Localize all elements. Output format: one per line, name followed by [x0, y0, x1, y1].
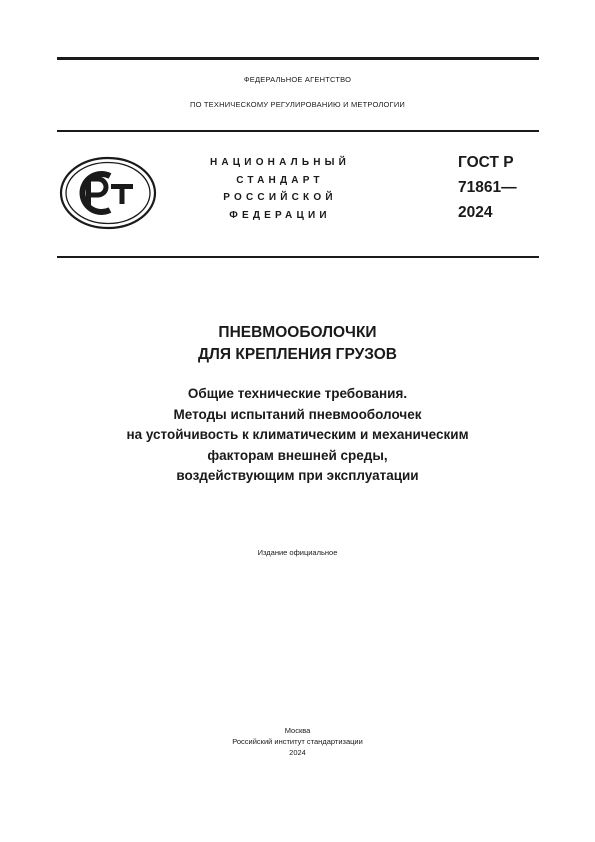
title-line2: ДЛЯ КРЕПЛЕНИЯ ГРУЗОВ [198, 346, 397, 363]
subtitle-line5: воздействующим при эксплуатации [176, 468, 419, 483]
designation-line2: 71861— [458, 179, 517, 196]
subtitle-line3: на устойчивость к климатическим и механическим [126, 427, 469, 442]
agency-name-line1: ФЕДЕРАЛЬНОЕ АГЕНТСТВО [243, 75, 352, 84]
standard-type [190, 154, 370, 224]
subtitle-line1: Общие технические требования. [187, 386, 408, 401]
imprint-year: 2024 [289, 748, 306, 757]
standard-type-line3: РОССИЙСКОЙ [223, 192, 337, 203]
document-subtitle [0, 384, 595, 487]
document-title [0, 322, 595, 366]
standard-type-line2: СТАНДАРТ [236, 174, 324, 186]
designation-line3: 2024 [458, 204, 493, 221]
imprint-city: Москва [284, 726, 311, 735]
standard-designation [458, 150, 517, 225]
title-line1: ПНЕВМООБОЛОЧКИ [218, 324, 377, 341]
standard-type-line1: НАЦИОНАЛЬНЫЙ [209, 157, 351, 168]
edition-note: Издание официальное [257, 548, 338, 557]
subtitle-line2: Методы испытаний пневмооболочек [173, 406, 422, 422]
imprint [0, 725, 595, 758]
gost-r-logo-icon [58, 155, 158, 231]
top-rule [57, 57, 539, 60]
masthead-bottom-rule [57, 256, 539, 258]
agency-name-line2: ПО ТЕХНИЧЕСКОМУ РЕГУЛИРОВАНИЮ И МЕТРОЛОГИИ [189, 100, 405, 109]
subtitle-line4: факторам внешней среды, [207, 447, 388, 463]
imprint-publisher: Российский институт стандартизации [232, 737, 363, 746]
standard-type-line4: ФЕДЕРАЦИИ [229, 209, 331, 221]
designation-line1: ГОСТ Р [458, 154, 514, 171]
header-rule [57, 130, 539, 132]
